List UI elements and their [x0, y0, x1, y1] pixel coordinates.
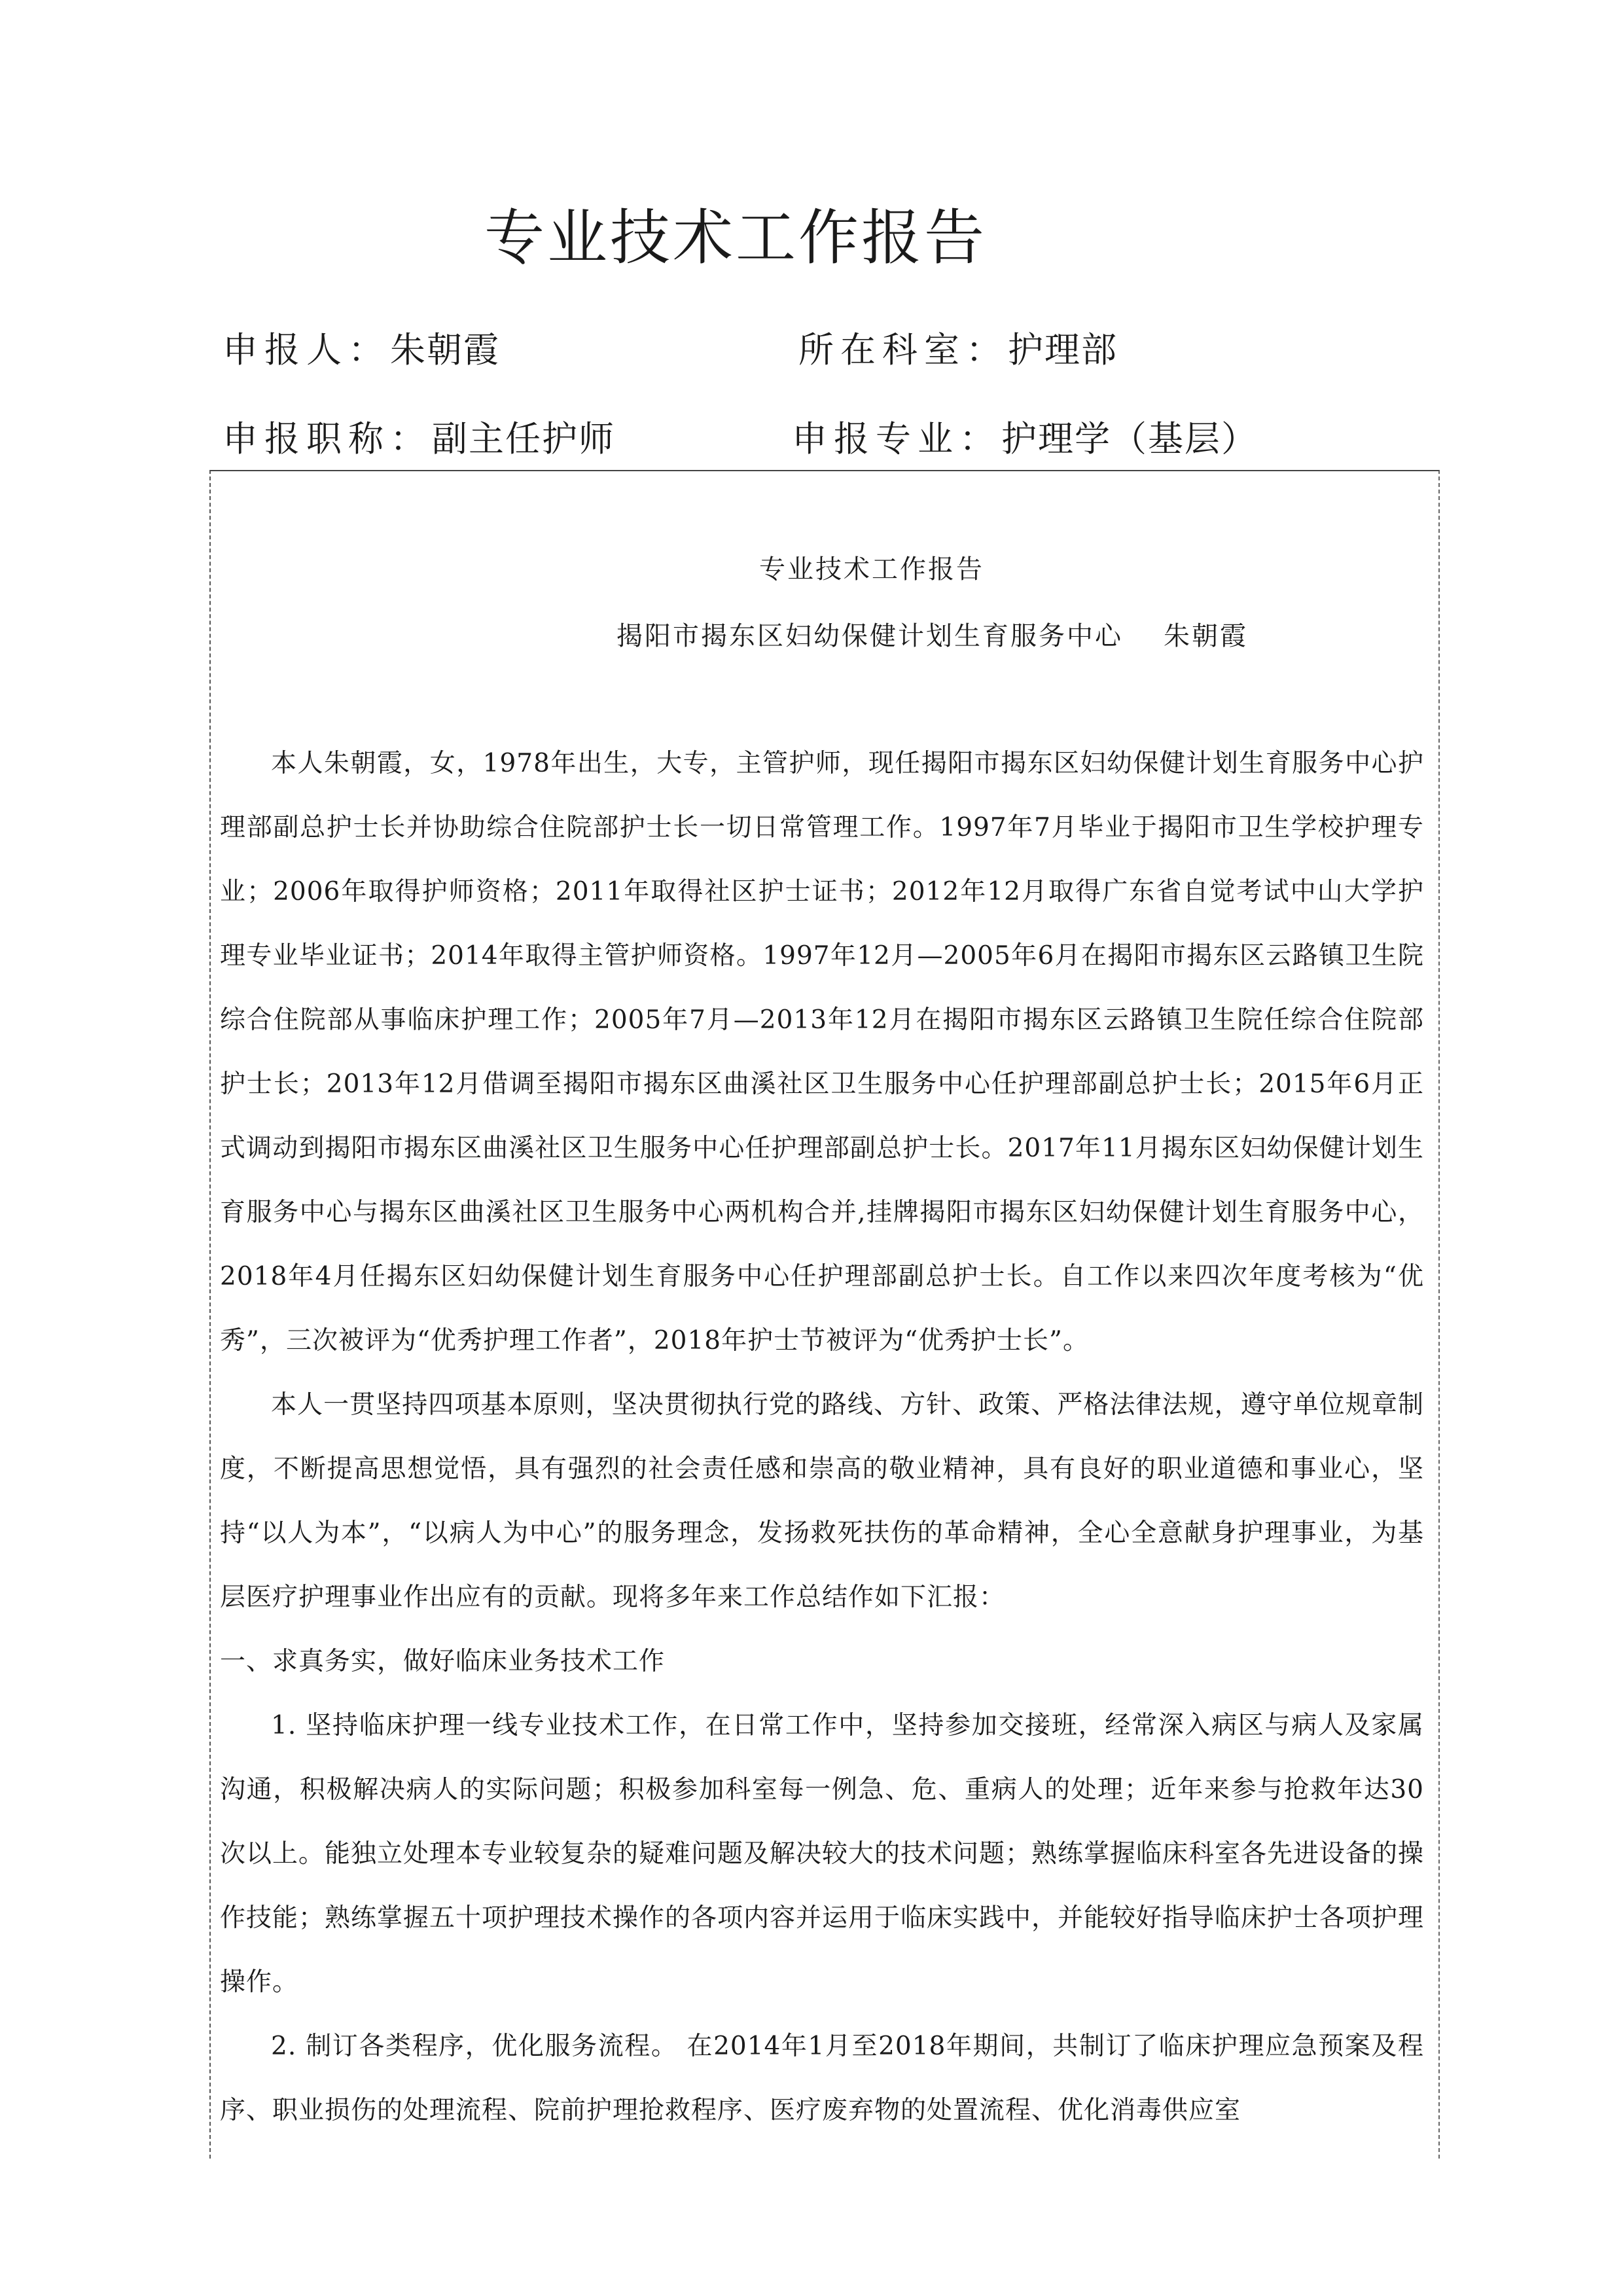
report-body	[220, 732, 1424, 2143]
byline-author: 朱朝霞	[1164, 621, 1248, 651]
applicant-value: 朱朝霞	[390, 329, 500, 370]
list-item: 2. 制订各类程序，优化服务流程。 在2014年1月至2018年期间，共制订了临床护理应急预案及程序、职业损伤的处理流程、院前护理抢救程序、医疗废弃物的处置流程、优化消毒供应室	[220, 2032, 1424, 2125]
byline-organization: 揭阳市揭东区妇幼保健计划生育服务中心	[616, 621, 1123, 651]
department-field	[798, 322, 1118, 372]
applicant-field	[223, 322, 500, 372]
department-label: 所在科室：	[798, 329, 1008, 370]
paragraph-principles: 本人一贯坚持四项基本原则，坚决贯彻执行党的路线、方针、政策、严格法律法规，遵守单位规章制度，不断提高思想觉悟，具有强烈的社会责任感和崇高的敬业精神，具有良好的职业道德和事业心，坚持“以人为本”，“以病人为中心”的服务理念，发扬救死扶伤的革命精神，全心全意献身护理事业，为基层医疗护理事业作出应有的贡献。现将多年来工作总结作如下汇报：	[220, 1390, 1424, 1612]
major-label: 申报专业：	[792, 418, 1001, 459]
report-byline	[616, 615, 1248, 653]
job-title-field	[223, 411, 615, 461]
department-value: 护理部	[1008, 329, 1118, 370]
major-field	[792, 411, 1258, 461]
applicant-label: 申报人：	[223, 329, 390, 370]
job-title-value: 副主任护师	[432, 418, 615, 459]
report-inner-title: 专业技术工作报告	[759, 554, 984, 584]
section-heading: 一、求真务实，做好临床业务技术工作	[220, 1647, 666, 1676]
page-title: 专业技术工作报告	[484, 203, 988, 273]
paragraph-intro: 本人朱朝霞，女，1978年出生，大专，主管护师，现任揭阳市揭东区妇幼保健计划生育服务中心护理部副总护士长并协助综合住院部护士长一切日常管理工作。1997年7月毕业于揭阳市卫生学校护理专业；2006年取得护师资格；2011年取得社区护士证书；2012年12月取得广东省自觉考试中山大学护理专业毕业证书；2014年取得主管护师资格。1997年12月—2005年6月在揭阳市揭东区云路镇卫生院综合住院部从事临床护理工作；2005年7月—2013年12月在揭阳市揭东区云路镇卫生院任综合住院部护士长；2013年12月借调至揭阳市揭东区曲溪社区卫生服务中心任护理部副总护士长；2015年6月正式调动到揭阳市揭东区曲溪社区卫生服务中心任护理部副总护士长。2017年11月揭东区妇幼保健计划生育服务中心与揭东区曲溪社区卫生服务中心两机构合并,挂牌揭阳市揭东区妇幼保健计划生育服务中心，2018年4月任揭东区妇幼保健计划生育服务中心任护理部副总护士长。自工作以来四次年度考核为“优秀”，三次被评为“优秀护理工作者”，2018年护士节被评为“优秀护士长”。	[220, 749, 1424, 1355]
major-value: 护理学（基层）	[1001, 418, 1258, 459]
list-item: 1. 坚持临床护理一线专业技术工作，在日常工作中，坚持参加交接班，经常深入病区与病人及家属沟通，积极解决病人的实际问题；积极参加科室每一例急、危、重病人的处理；近年来参与抢救年达30次以上。能独立处理本专业较复杂的疑难问题及解决较大的技术问题；熟练掌握临床科室各先进设备的操作技能；熟练掌握五十项护理技术操作的各项内容并运用于临床实践中，并能较好指导临床护士各项护理操作。	[220, 1711, 1425, 1997]
job-title-label: 申报职称：	[223, 418, 432, 459]
